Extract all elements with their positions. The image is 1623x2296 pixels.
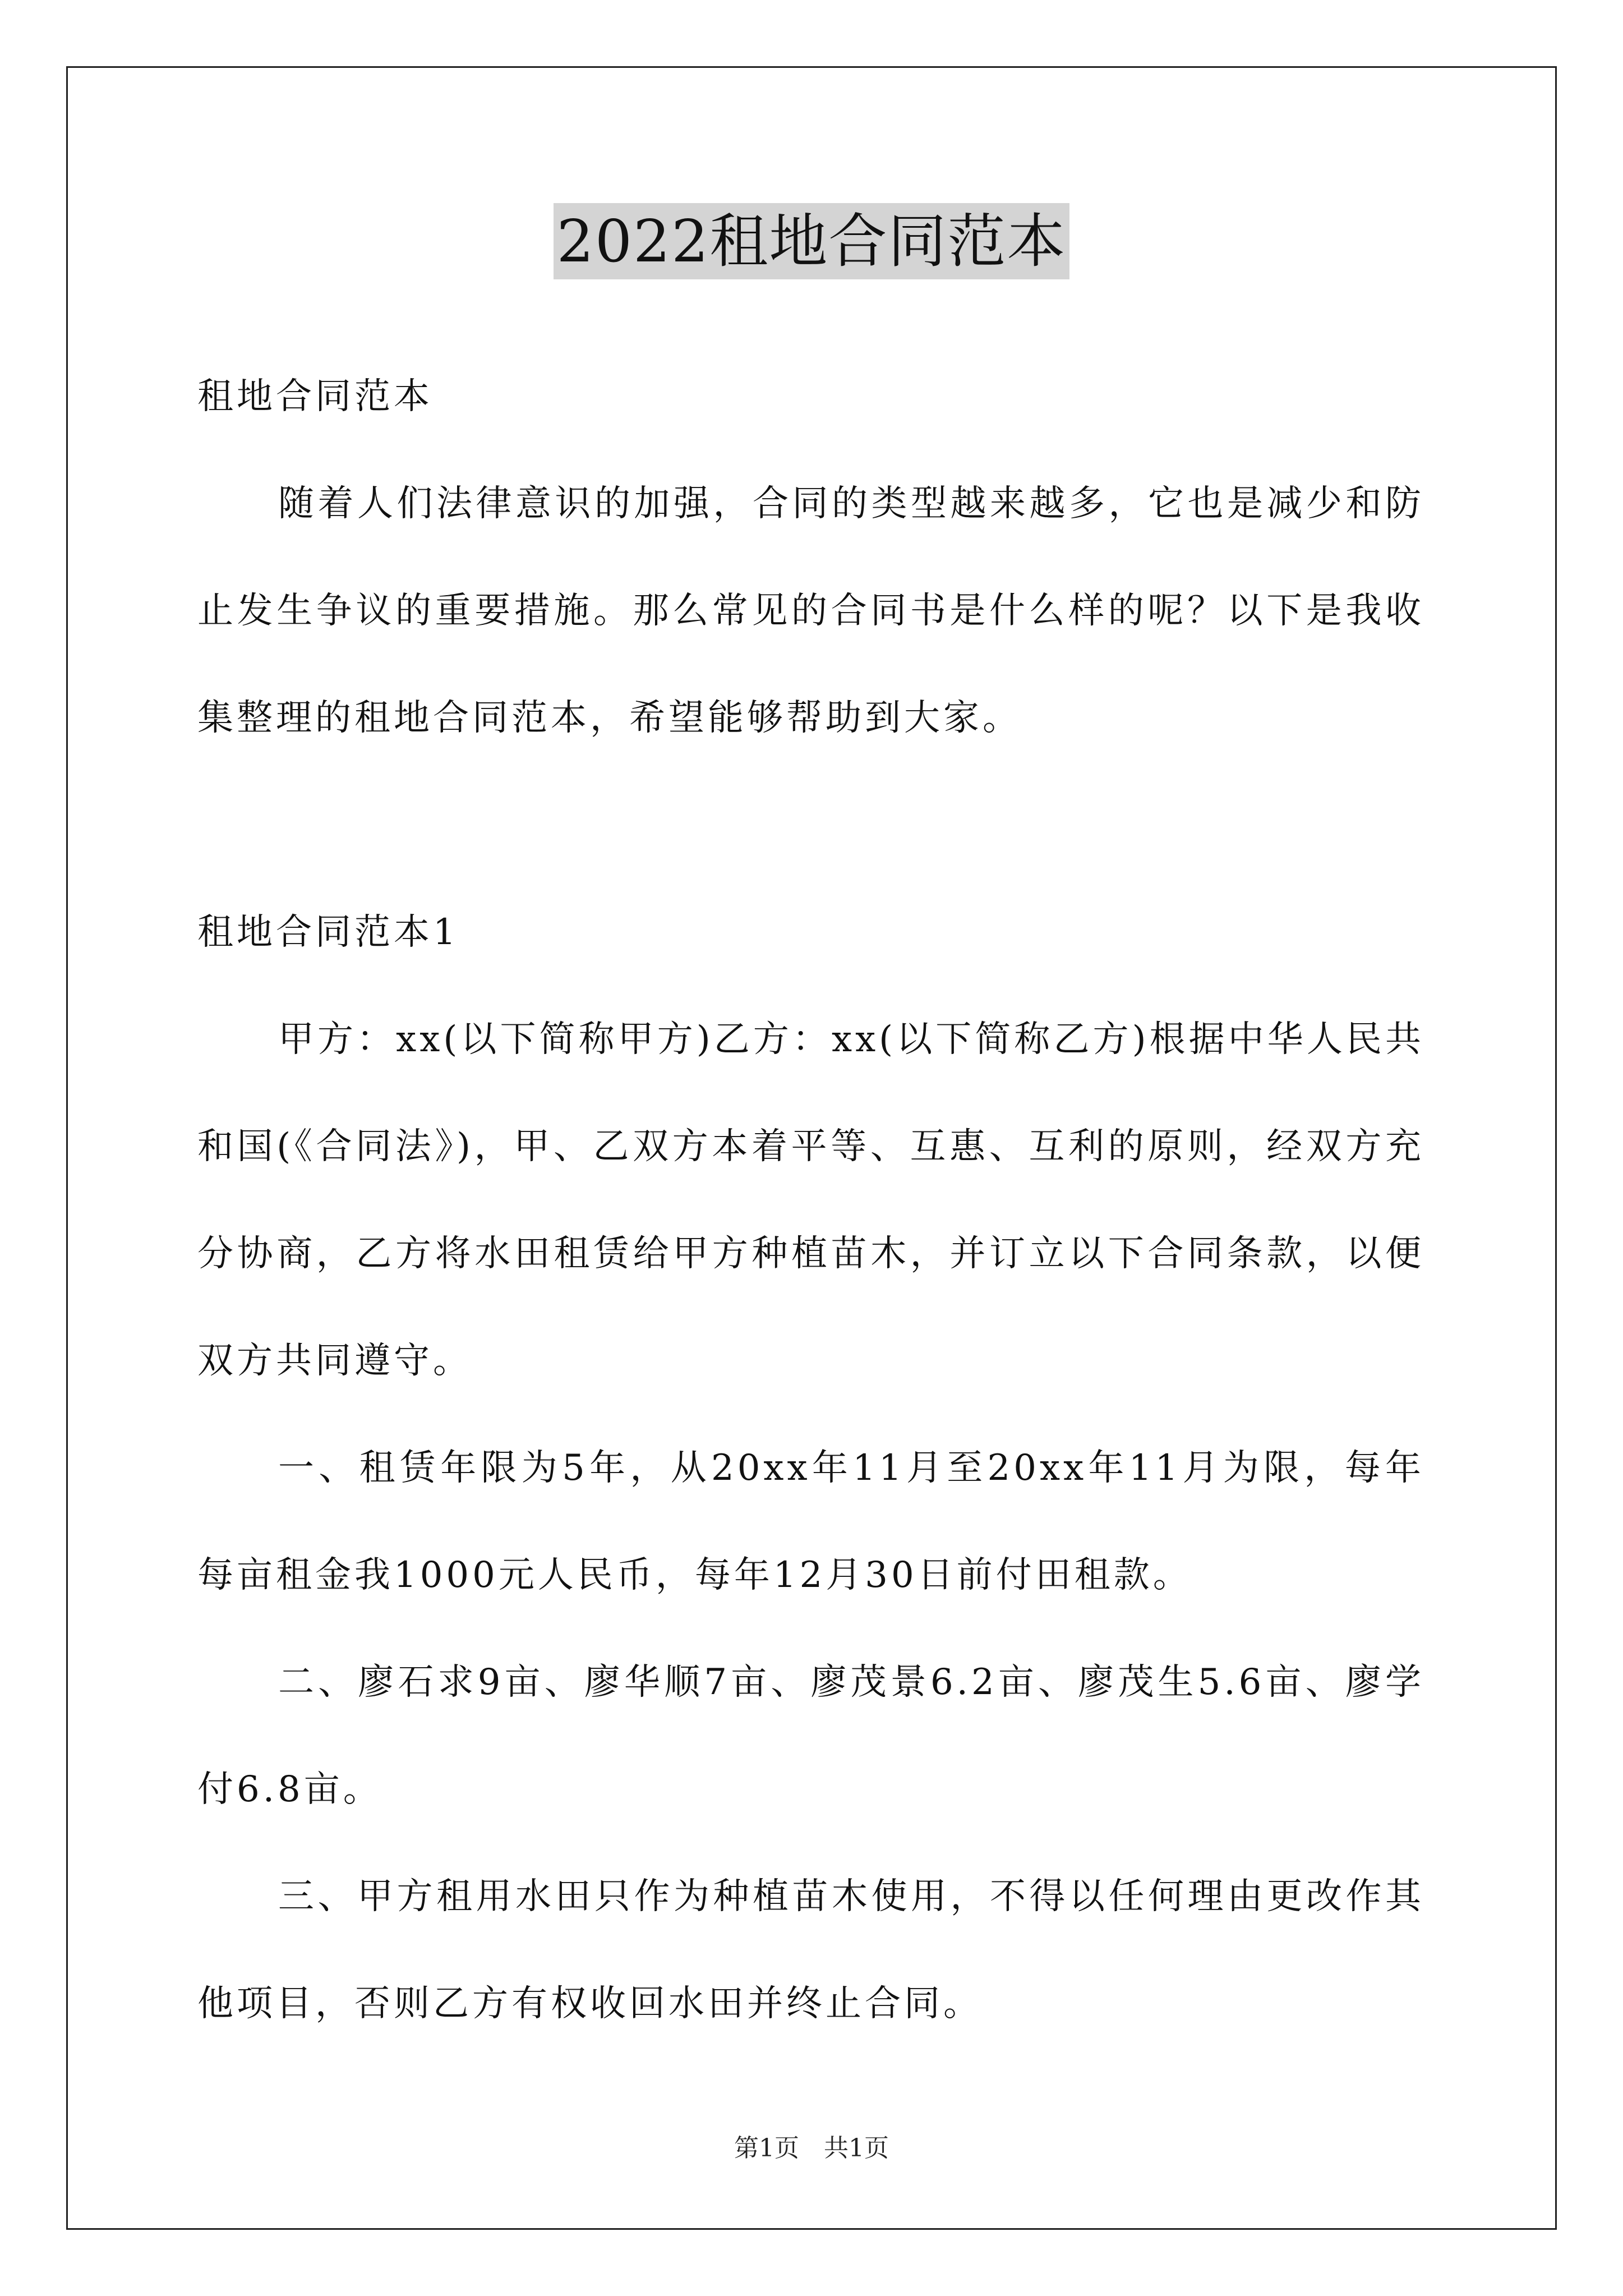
page-footer: 第1页 共1页	[734, 2134, 889, 2162]
section-heading: 租地合同范本1	[197, 912, 459, 953]
title-container	[0, 203, 1623, 279]
body-paragraph: 甲方：xx(以下简称甲方)乙方：xx(以下简称乙方)根据中华人民共和国(《合同法》)，甲、乙双方本着平等、互惠、互利的原则，经双方充分协商，乙方将水田租赁给甲方种植苗木，并订立以下合同条款，以便双方共同遵守。	[197, 1019, 1424, 1382]
clause-paragraph: 二、廖石求9亩、廖华顺7亩、廖茂景6.2亩、廖茂生5.6亩、廖学付6.8亩。	[197, 1662, 1424, 1810]
document-title: 2022租地合同范本	[554, 203, 1070, 279]
document-body	[197, 343, 1424, 2058]
clause-paragraph: 一、租赁年限为5年，从20xx年11月至20xx年11月为限，每年每亩租金我1000元人民币，每年12月30日前付田租款。	[197, 1447, 1424, 1596]
blank-line	[197, 772, 1424, 879]
intro-paragraph: 随着人们法律意识的加强，合同的类型越来越多，它也是减少和防止发生争议的重要措施。那么常见的合同书是什么样的呢？以下是我收集整理的租地合同范本，希望能够帮助到大家。	[197, 483, 1424, 739]
section-heading: 租地合同范本	[197, 376, 433, 417]
clause-paragraph: 三、甲方租用水田只作为种植苗木使用，不得以任何理由更改作其他项目，否则乙方有权收回水田并终止合同。	[197, 1876, 1424, 2024]
